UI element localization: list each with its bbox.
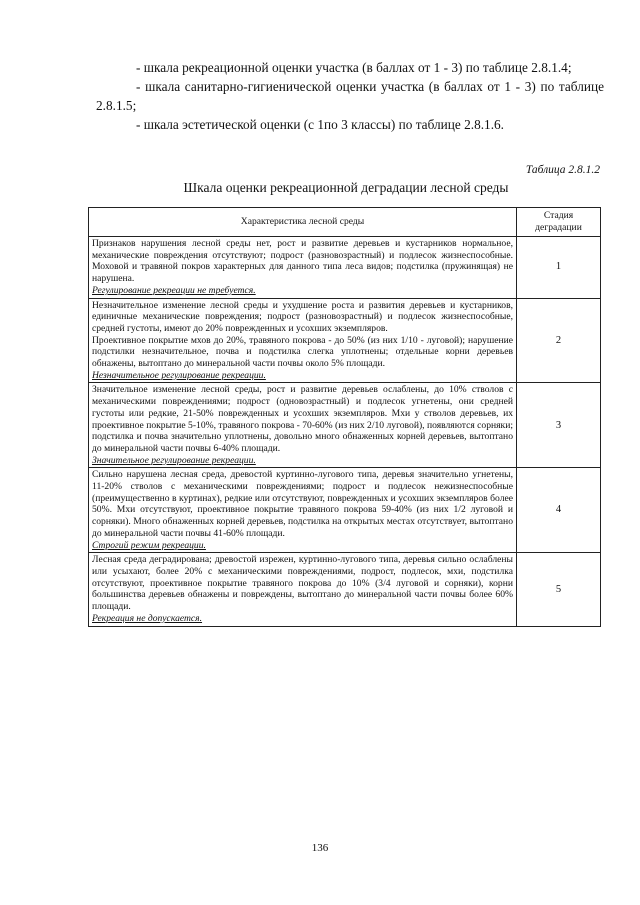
row-description [89, 237, 517, 299]
recreation-regime: Строгий режим рекреации. [92, 539, 206, 551]
table-row [89, 298, 601, 383]
degradation-stage: 5 [517, 553, 601, 626]
intro-list [96, 58, 604, 134]
recreation-regime: Незначительное регулирование рекреации. [92, 369, 266, 381]
table-caption: Таблица 2.8.1.2 [525, 164, 600, 176]
description-text: Лесная среда деградирована; древостой изрежен, куртинно-лугового типа, деревья сильно ослаблены или усыхают, более 20% с механическими повреждениями, подрост, подлесок, мхи, подстилка отсутствуют, проективное покрытие травяного покрова до 10% (3/4 луговой и сорняки), корни большинства деревьев обнажены и повреждены, вытоптано до минеральной части почвы более 60% площади. [92, 554, 513, 613]
description-text: Сильно нарушена лесная среда, древостой куртинно-лугового типа, деревья значительно угнетены, 11-20% стволов с механическими повреждениями; подрост и подлесок нежизнеспособные (преимущественно в куртинах), редкие или отсутствуют, поврежденных и усохших экземпляров более 50%. Мхи отсутствуют, проективное покрытие травяного покрова 59-40% (из них 1/2 луговой и сорняки). Много обнаженных корней деревьев, подстилка на открытых местах отсутствует, вытоптано до минеральной части почвы 41-60% площади. [92, 469, 513, 539]
intro-item: - шкала санитарно-гигиенической оценки участка (в баллах от 1 - 3) по таблице 2.8.1.5; [96, 79, 604, 113]
degradation-stage: 3 [517, 383, 601, 468]
table-row [89, 553, 601, 626]
row-description [89, 383, 517, 468]
table-title: Шкала оценки рекреационной деградации лесной среды [183, 180, 509, 195]
description-text: Проективное покрытие мхов до 20%, травяного покрова - до 50% (из них 1/10 - луговой); нарушение подстилки незначительное, почва и подстилка слегка уплотнены; отдельные корни деревьев обнажены, вытоптано до минеральной части почвы около 5% площади. [92, 334, 513, 370]
row-description [89, 468, 517, 553]
degradation-table [88, 207, 601, 627]
description-text: Признаков нарушения лесной среды нет, рост и развитие деревьев и кустарников нормальное, механические повреждения отсутствуют; подрост (разновозрастный) и подлесок жизнеспособные. Моховой и травяной покров характерных для данного типа леса видов; подстилка (пружинящая) не нарушена. [92, 238, 513, 285]
recreation-regime: Значительное регулирование рекреации. [92, 454, 256, 466]
description-text: Значительное изменение лесной среды, рост и развитие деревьев ослаблены, до 10% стволов с механическими повреждениями; подрост (одновозрастный) и подлесок угнетены, они средней густоты или редкие, 21-50% поврежденных и усохших экземпляров. Мхи у стволов деревьев, их проективное покрытие 5-10%, травяного покрова - 70-60% (из них 2/10 луговой), появляются сорняки; подстилка и почва значительно уплотнены, довольно много обнаженных корней деревьев, вытоптано до минеральной части почвы 6-40% площади. [92, 384, 513, 454]
page-number: 136 [311, 842, 329, 854]
table-header-row [89, 208, 601, 237]
header-characteristic: Характеристика лесной среды [89, 208, 517, 237]
intro-item: - шкала эстетической оценки (с 1по 3 классы) по таблице 2.8.1.6. [136, 117, 504, 132]
description-text: Незначительное изменение лесной среды и ухудшение роста и развития деревьев и кустарников, единичные механические повреждения; подрост (разновозрастный) и подлесок жизнеспособные, средней густоты, имеют до 20% поврежденных и усохших экземпляров. [92, 299, 513, 334]
table-row [89, 383, 601, 468]
degradation-stage: 2 [517, 298, 601, 383]
intro-item: - шкала рекреационной оценки участка (в баллах от 1 - 3) по таблице 2.8.1.4; [136, 60, 572, 75]
degradation-stage: 1 [517, 237, 601, 299]
degradation-stage: 4 [517, 468, 601, 553]
recreation-regime: Рекреация не допускается. [92, 612, 203, 624]
header-stage: Стадия деградации [517, 208, 601, 237]
table-row [89, 468, 601, 553]
table-row [89, 237, 601, 299]
row-description [89, 298, 517, 383]
row-description [89, 553, 517, 626]
recreation-regime: Регулирование рекреации не требуется. [92, 284, 256, 296]
